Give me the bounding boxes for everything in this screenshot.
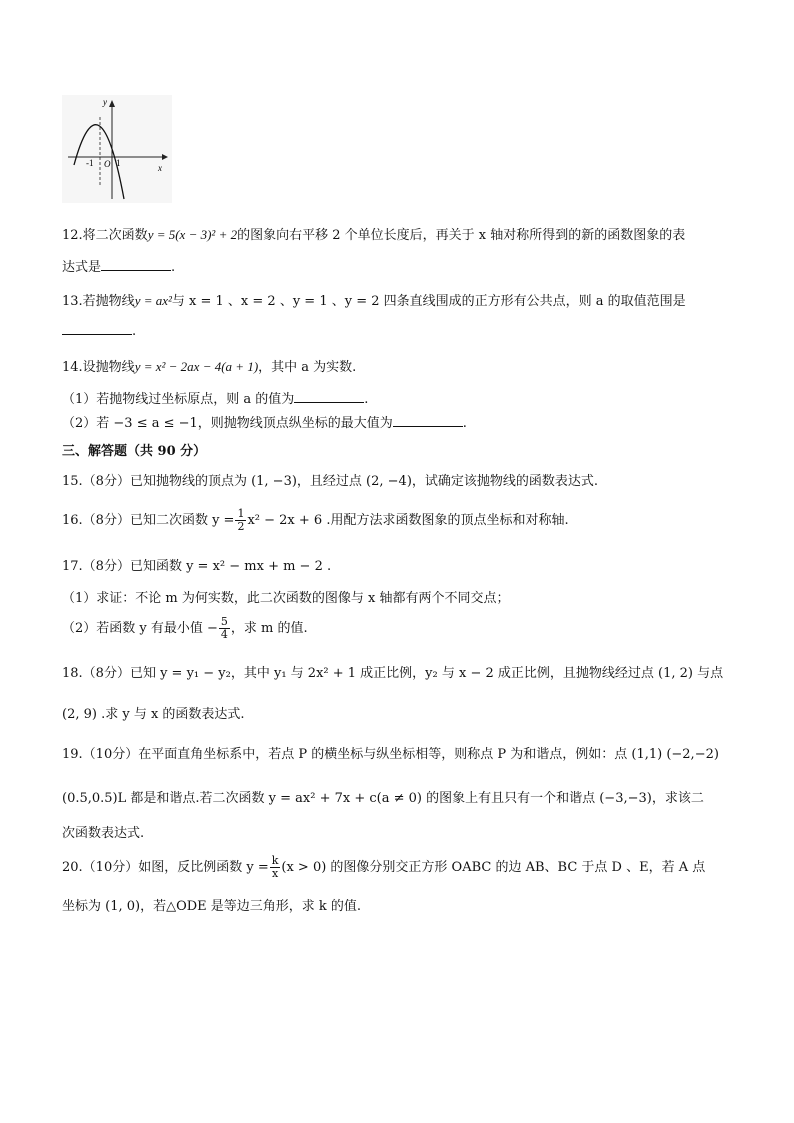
origin-label: O [104,159,111,169]
question-14: 14.设抛物线y = x² − 2ax − 4(a + 1)，其中 a 为实数. [62,359,357,375]
fraction: $\frac{5}{4}$ [220,615,228,641]
question-20: 20.（10分）如图，反比例函数 y = $\frac{k}{x}$ (x > 0) 的图像分别交正方形 OABC 的边 AB、BC 于点 D 、E，若 A 点 [62,854,706,880]
question-14-part1: （1）若抛物线过坐标原点，则 a 的值为 . [62,392,369,407]
question-16: 16.（8分）已知二次函数 y = $\frac{1}{2}$ x² − 2x + 6 .用配方法求函数图象的顶点坐标和对称轴. [62,507,569,533]
question-14-part2: （2）若 −3 ≤ a ≤ −1，则抛物线顶点纵坐标的最大值为 . [62,416,467,431]
y-axis-label: y [103,97,107,107]
tick-one: 1 [116,158,121,168]
question-17: 17.（8分）已知函数 y = x² − mx + m − 2 . [62,559,332,574]
fraction: $\frac{1}{2}$ [237,507,245,533]
question-13-line2: . [62,322,136,341]
answer-blank[interactable] [62,322,132,335]
x-axis-label: x [158,163,162,173]
question-19-line3: 次函数表达式. [62,826,145,841]
answer-blank[interactable] [393,414,463,427]
question-19: 19.（10分）在平面直角坐标系中，若点 P 的横坐标与纵坐标相等，则称点 P 为和谐点，例如：点 (1,1) (−2,−2) [62,747,719,762]
tick-neg-one: -1 [86,158,94,168]
question-20-line2: 坐标为 (1, 0)，若△ODE 是等边三角形，求 k 的值. [62,899,362,914]
question-15: 15.（8分）已知抛物线的顶点为 (1, −3)，且经过点 (2, −4)，试确定该抛物线的函数表达式. [62,474,599,489]
answer-blank[interactable] [101,258,171,271]
question-17-part2: （2）若函数 y 有最小值 − $\frac{5}{4}$ ，求 m 的值. [62,615,308,641]
question-12-line2: 达式是 . [62,260,176,275]
section-heading: 三、解答题（共 90 分） [62,444,207,459]
question-17-part1: （1）求证：不论 m 为何实数，此二次函数的图像与 x 轴都有两个不同交点； [62,591,510,606]
question-12: 12.将二次函数y = 5(x − 3)² + 2的图象向右平移 2 个单位长度后，再关于 x 轴对称所得到的新的函数图象的表 [62,227,686,243]
question-18: 18.（8分）已知 y = y₁ − y₂，其中 y₁ 与 2x² + 1 成正比例，y₂ 与 x − 2 成正比例，且抛物线经过点 (1, 2) 与点 [62,666,724,681]
question-19-line2: (0.5,0.5)L 都是和谐点.若二次函数 y = ax² + 7x + c(a ≠ 0) 的图象上有且只有一个和谐点 (−3,−3)，求该二 [62,791,704,806]
fraction: $\frac{k}{x}$ [271,854,279,880]
question-18-line2: (2, 9) .求 y 与 x 的函数表达式. [62,707,245,722]
answer-blank[interactable] [294,390,364,403]
parabola-figure [62,95,172,203]
question-13: 13.若抛物线y = ax²与 x = 1 、x = 2 、y = 1 、y = 2 四条直线围成的正方形有公共点，则 a 的取值范围是 [62,293,686,309]
